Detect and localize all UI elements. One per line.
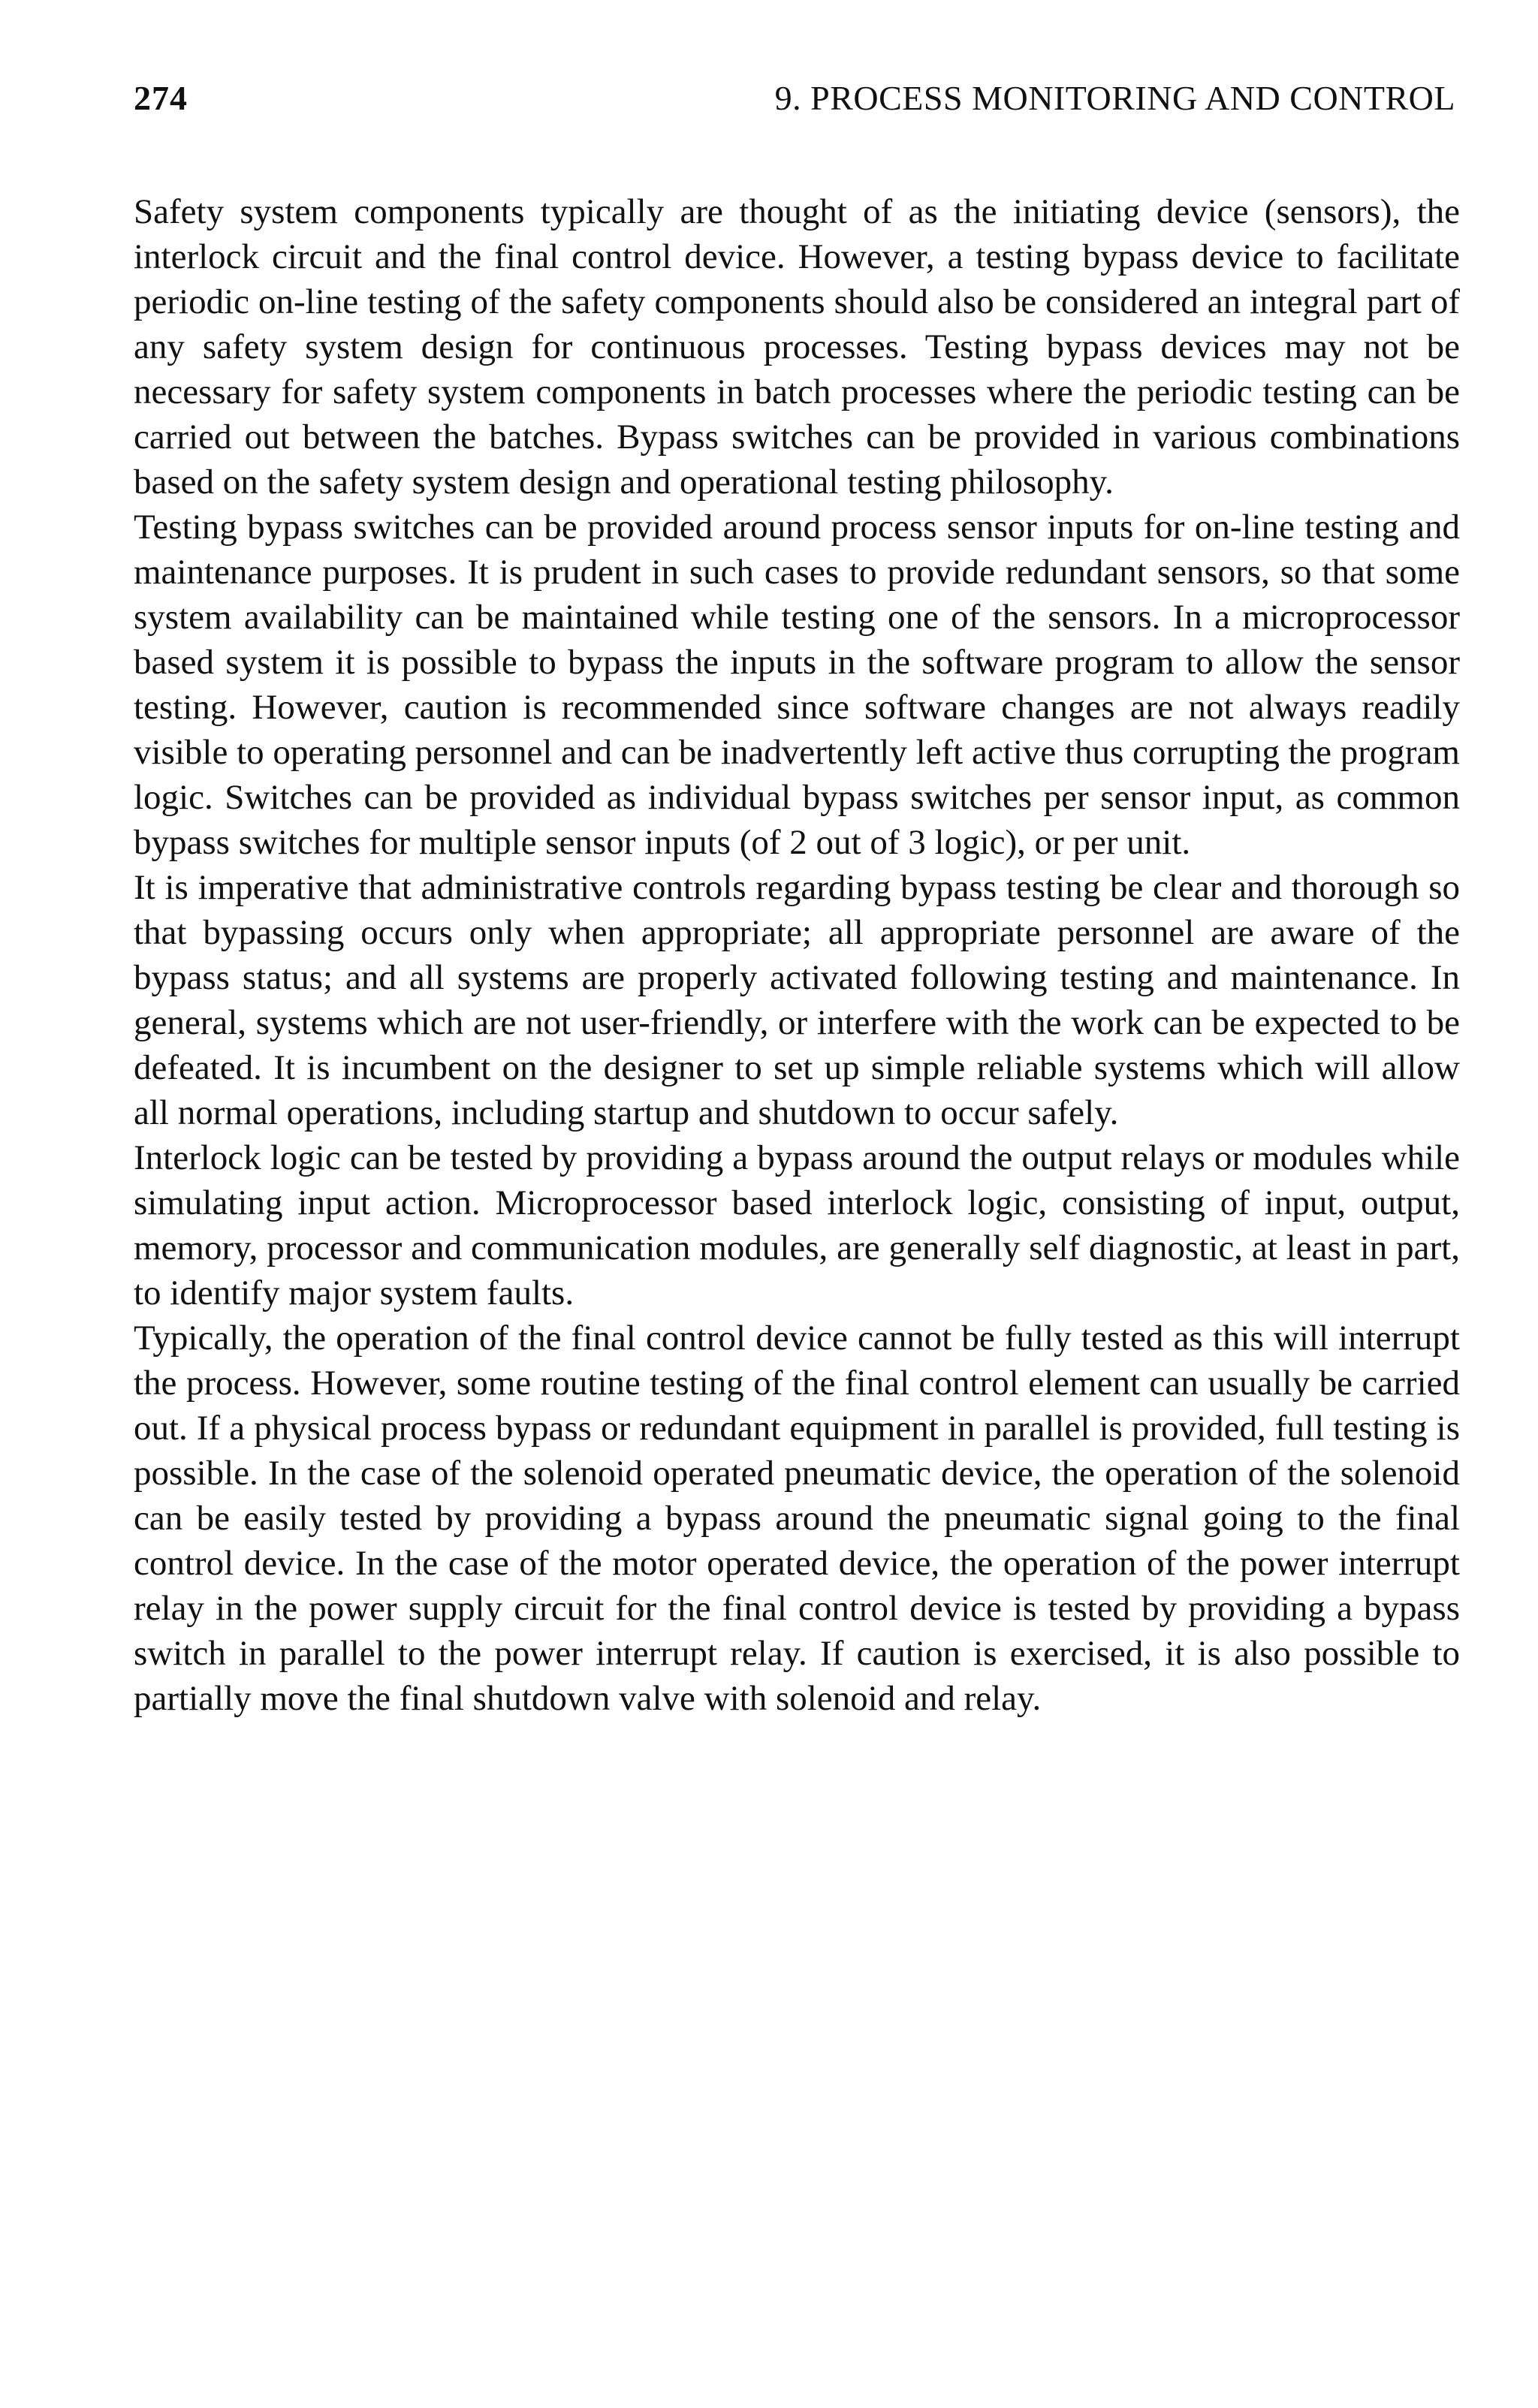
- body-text: [134, 189, 1460, 1721]
- paragraph: Safety system components typically are thought of as the initiating device (sensors), the interlock circuit and the final control device. However, a testing bypass device to facilitate periodic on-line testing of the safety components should also be considered an integral part of any safety system design for continuous processes. Testing bypass devices may not be necessary for safety system components in batch processes where the periodic testing can be carried out between the batches. Bypass switches can be provided in various combinations based on the safety system design and operational testing philosophy.: [134, 192, 1460, 502]
- running-head: 9. PROCESS MONITORING AND CONTROL: [774, 79, 1455, 117]
- paragraph: Interlock logic can be tested by providing a bypass around the output relays or modules while simulating input action. Microprocessor based interlock logic, consisting of input, output, memory, processor and communication modules, are generally self diagnostic, at least in part, to identify major system faults.: [134, 1138, 1460, 1312]
- paragraph: Testing bypass switches can be provided around process sensor inputs for on-line testing and maintenance purposes. It is prudent in such cases to provide redundant sensors, so that some system availability can be maintained while testing one of the sensors. In a microprocessor based system it is possible to bypass the inputs in the software program to allow the sensor testing. However, caution is recommended since software changes are not always readily visible to operating personnel and can be inadvertently left active thus corrupting the program logic. Switches can be provided as individual bypass switches per sensor input, as common bypass switches for multiple sensor inputs (of 2 out of 3 logic), or per unit.: [134, 508, 1460, 862]
- paragraph: Typically, the operation of the final control device cannot be fully tested as this will interrupt the process. However, some routine testing of the final control element can usually be carried out. If a physical process bypass or redundant equipment in parallel is provided, full testing is possible. In the case of the solenoid operated pneumatic device, the operation of the solenoid can be easily tested by providing a bypass around the pneumatic signal going to the final control device. In the case of the motor operated device, the operation of the power interrupt relay in the power supply circuit for the final control device is tested by providing a bypass switch in parallel to the power interrupt relay. If caution is exercised, it is also possible to partially move the final shutdown valve with solenoid and relay.: [134, 1319, 1460, 1718]
- page-number: 274: [134, 79, 188, 117]
- paragraph: It is imperative that administrative controls regarding bypass testing be clear and thorough so that bypassing occurs only when appropriate; all appropriate personnel are aware of the bypass status; and all systems are properly activated following testing and maintenance. In general, systems which are not user-friendly, or interfere with the work can be expected to be defeated. It is incumbent on the designer to set up simple reliable systems which will allow all normal operations, including startup and shutdown to occur safely.: [134, 868, 1460, 1132]
- page-header: [134, 72, 1455, 125]
